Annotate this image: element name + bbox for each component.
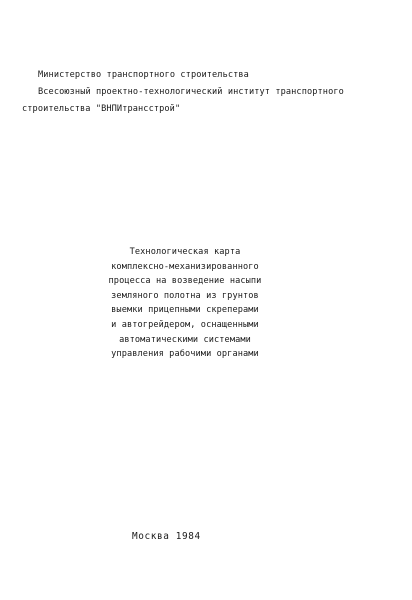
place-and-year: Москва 1984 [132,531,201,542]
title-line: процесса на возведение насыпи [108,276,262,287]
title-line: и автогрейдером, оснащенными [111,319,259,330]
title-line: автоматическими системами [119,334,251,345]
title-line: выемки прицепными скреперами [111,305,259,316]
title-line: комплексно-механизированного [111,261,259,272]
title-line: управления рабочими органами [111,349,259,360]
document-title [95,247,275,364]
title-line: земляного полотна из грунтов [111,290,259,301]
ministry-name: Министерство транспортного строительства [38,70,249,80]
institute-name-continued: строительства "ВНПИтрансстрой" [22,104,181,114]
title-line: Технологическая карта [129,247,241,257]
institute-name: Всесоюзный проектно-технологический институт транспортного [38,87,344,97]
